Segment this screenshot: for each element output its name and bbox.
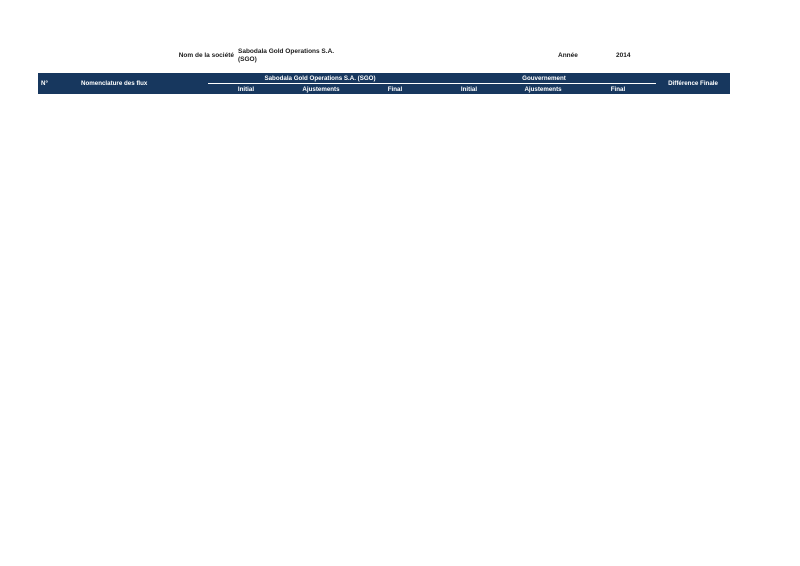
report-meta: [0, 45, 800, 71]
reconciliation-table: [38, 73, 730, 94]
col-header-flux: Nomenclature des flux: [78, 73, 208, 94]
company-name-label: Nom de la société: [178, 52, 234, 59]
header-row-groups: [38, 73, 730, 84]
year-label: Année: [558, 52, 578, 59]
company-name-value: Sabodala Gold Operations S.A. (SGO): [238, 48, 335, 63]
col-subheader-ajustements-sgo: Ajustements: [284, 84, 358, 94]
col-subheader-initial-sgo: Initial: [208, 84, 284, 94]
col-header-num: N°: [38, 73, 78, 94]
col-group-gouvernement: Gouvernement: [432, 73, 656, 84]
col-header-difference-finale: Différence Finale: [656, 73, 730, 94]
col-subheader-final-sgo: Final: [358, 84, 432, 94]
col-subheader-final-gouv: Final: [580, 84, 656, 94]
col-group-sgo: Sabodala Gold Operations S.A. (SGO): [208, 73, 432, 84]
table-header: [38, 73, 730, 94]
year-value: 2014: [616, 52, 631, 59]
col-subheader-initial-gouv: Initial: [432, 84, 506, 94]
col-subheader-ajustements-gouv: Ajustements: [506, 84, 580, 94]
